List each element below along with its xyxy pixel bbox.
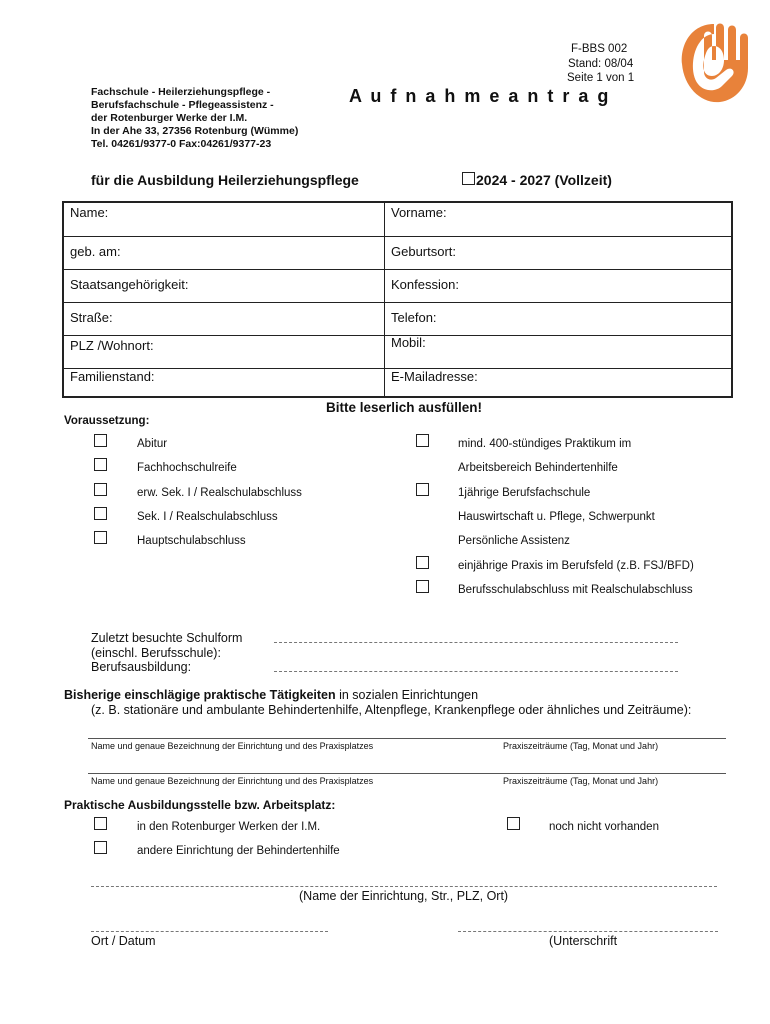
address-line: Fachschule - Heilerziehungspflege -: [91, 86, 271, 98]
option-fachhochschulreife: Fachhochschulreife: [137, 462, 237, 474]
checkbox-andere-einrichtung[interactable]: [94, 841, 107, 854]
experience-row2-right-caption: Praxiszeiträume (Tag, Monat und Jahr): [503, 776, 659, 786]
experience-row2-left-caption: Name und genaue Bezeichnung der Einrichtung und des Praxisplatzes: [91, 776, 374, 786]
option-praktikum-cont: Arbeitsbereich Behindertenhilfe: [458, 462, 618, 474]
institution-caption: (Name der Einrichtung, Str., PLZ, Ort): [299, 889, 509, 903]
checkbox-noch-nicht[interactable]: [507, 817, 520, 830]
option-rotenburger-werke: in den Rotenburger Werken der I.M.: [137, 821, 321, 833]
option-berufsschulabschluss: Berufsschulabschluss mit Realschulabschluss: [458, 584, 693, 596]
table-row: [64, 269, 731, 303]
doc-stand: Stand: 08/04: [568, 58, 634, 70]
field-mobil[interactable]: Mobil:: [391, 335, 426, 350]
placement-heading: Praktische Ausbildungsstelle bzw. Arbeitsplatz:: [64, 798, 336, 812]
field-familienstand[interactable]: Familienstand:: [70, 369, 155, 384]
table-row: [64, 236, 731, 270]
checkbox-rotenburger-werke[interactable]: [94, 817, 107, 830]
checkbox-fachhochschulreife[interactable]: [94, 458, 107, 471]
experience-input-row-2[interactable]: [88, 773, 726, 774]
field-konfession[interactable]: Konfession:: [391, 277, 459, 292]
option-fsj-bfd: einjährige Praxis im Berufsfeld (z.B. FSJ/BFD): [458, 560, 694, 572]
school-address: [91, 86, 298, 151]
field-vorname[interactable]: Vorname:: [391, 205, 447, 220]
experience-input-row-1[interactable]: [88, 738, 726, 739]
address-line: der Rotenburger Werke der I.M.: [91, 112, 248, 124]
field-telefon[interactable]: Telefon:: [391, 310, 437, 325]
experience-heading-rest: in sozialen Einrichtungen: [335, 688, 479, 702]
school-type-label: Zuletzt besuchte Schulform: [91, 631, 243, 645]
place-date-label: Ort / Datum: [91, 934, 156, 948]
checkbox-berufsschulabschluss[interactable]: [416, 580, 429, 593]
experience-heading-bold: Bisherige einschlägige praktische Tätigkeiten: [64, 688, 336, 702]
logo: [674, 16, 754, 116]
place-date-input[interactable]: [91, 931, 328, 932]
field-staatsangehoerigkeit[interactable]: Staatsangehörigkeit:: [70, 277, 189, 292]
field-name[interactable]: Name:: [70, 205, 109, 220]
experience-subheading: (z. B. stationäre und ambulante Behindertenhilfe, Altenpflege, Krankenpflege oder ähnliches und Zeiträume):: [91, 703, 692, 717]
address-line: Tel. 04261/9377-0 Fax:04261/9377-23: [91, 138, 272, 150]
institution-input[interactable]: [91, 886, 717, 887]
field-geburtsort[interactable]: Geburtsort:: [391, 244, 457, 259]
experience-row1-right-caption: Praxiszeiträume (Tag, Monat und Jahr): [503, 741, 659, 751]
signature-label: (Unterschrift: [549, 934, 618, 948]
checkbox-hauptschulabschluss[interactable]: [94, 531, 107, 544]
course-option-checkbox[interactable]: [462, 172, 475, 185]
form-title: A u f n a h m e a n t r a g: [349, 86, 611, 106]
option-andere-einrichtung: andere Einrichtung der Behindertenhilfe: [137, 845, 340, 857]
experience-row1-left-caption: Name und genaue Bezeichnung der Einrichtung und des Praxisplatzes: [91, 741, 374, 751]
option-berufsfachschule-cont2: Persönliche Assistenz: [458, 535, 570, 547]
option-hauptschulabschluss: Hauptschulabschluss: [137, 535, 246, 547]
option-praktikum: mind. 400-stündiges Praktikum im: [458, 438, 632, 450]
address-line: Berufsfachschule - Pflegeassistenz -: [91, 99, 274, 111]
school-type-input[interactable]: [274, 642, 678, 643]
vocational-training-label: Berufsausbildung:: [91, 660, 192, 674]
doc-page: Seite 1 von 1: [567, 72, 635, 84]
field-geb-am[interactable]: geb. am:: [70, 244, 121, 259]
checkbox-abitur[interactable]: [94, 434, 107, 447]
course-label: für die Ausbildung Heilerziehungspflege: [91, 172, 359, 188]
field-strasse[interactable]: Straße:: [70, 310, 113, 325]
option-abitur: Abitur: [137, 438, 168, 450]
logo-hand-icon: [682, 24, 748, 103]
field-email[interactable]: E-Mailadresse:: [391, 369, 478, 384]
table-row: [64, 335, 731, 369]
option-sek: Sek. I / Realschulabschluss: [137, 511, 278, 523]
field-plz-wohnort[interactable]: PLZ /Wohnort:: [70, 338, 154, 353]
checkbox-berufsfachschule[interactable]: [416, 483, 429, 496]
school-type-sublabel: (einschl. Berufsschule):: [91, 646, 221, 660]
table-row: [64, 203, 731, 237]
vocational-training-input[interactable]: [274, 671, 678, 672]
table-row: [64, 302, 731, 336]
option-berufsfachschule-cont1: Hauswirtschaft u. Pflege, Schwerpunkt: [458, 511, 655, 523]
table-row: [64, 368, 731, 401]
option-berufsfachschule: 1jährige Berufsfachschule: [458, 487, 591, 499]
checkbox-praktikum[interactable]: [416, 434, 429, 447]
signature-input[interactable]: [458, 931, 718, 932]
option-noch-nicht: noch nicht vorhanden: [549, 821, 659, 833]
address-line: In der Ahe 33, 27356 Rotenburg (Wümme): [91, 125, 299, 137]
checkbox-sek[interactable]: [94, 507, 107, 520]
doc-code: F-BBS 002: [571, 43, 628, 55]
course-option-label: 2024 - 2027 (Vollzeit): [476, 172, 612, 188]
checkbox-erw-sek[interactable]: [94, 483, 107, 496]
fill-notice: Bitte leserlich ausfüllen!: [326, 400, 483, 415]
experience-heading: [64, 688, 478, 702]
option-erw-sek: erw. Sek. I / Realschulabschluss: [137, 487, 302, 499]
voraussetzung-heading: Voraussetzung:: [64, 415, 150, 427]
checkbox-fsj-bfd[interactable]: [416, 556, 429, 569]
personal-data-table: [62, 201, 733, 398]
